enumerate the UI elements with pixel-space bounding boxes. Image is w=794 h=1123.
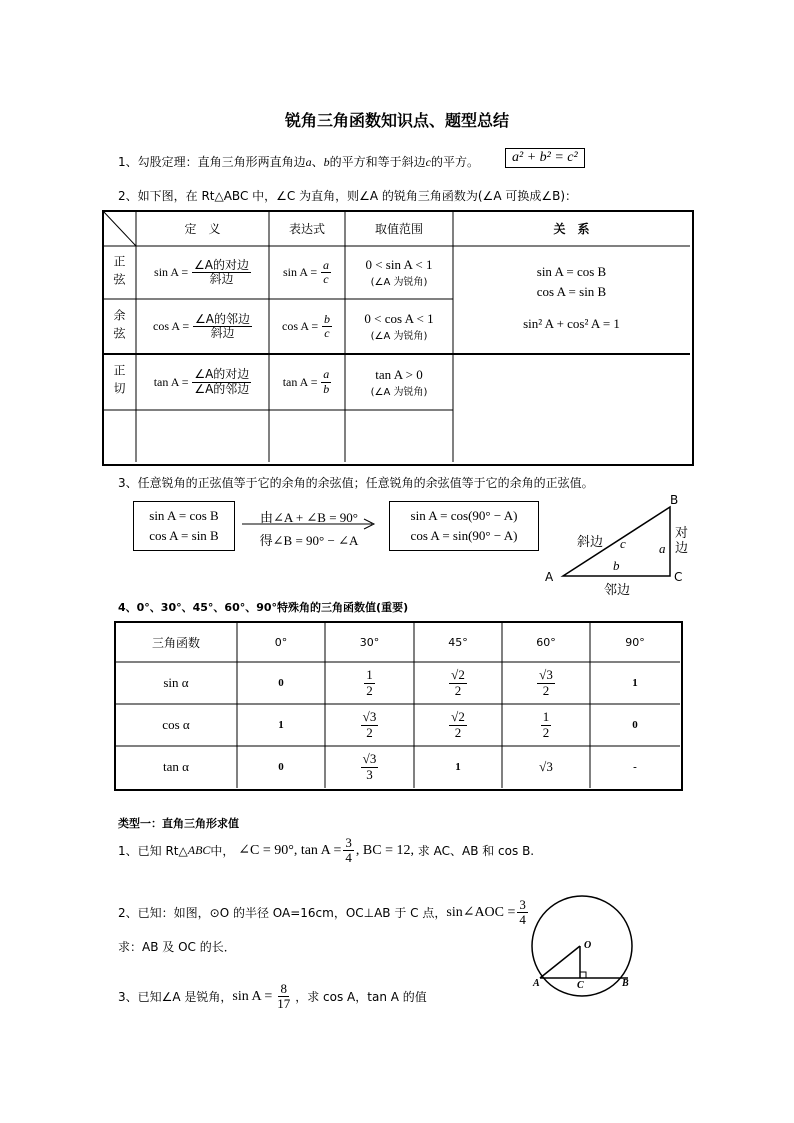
left-eq-2: cos A = sin B [149,528,219,543]
t2-value-cell: 1 [632,677,638,689]
vertex-C: C [674,570,683,584]
sine-range-note: (∠A 为锐角) [370,277,428,288]
sine-expr: sin A = [283,265,318,279]
q1-ask: 求 AC、AB 和 cos B. [417,844,535,859]
q3-pre: 3、已知∠A 是锐角， [118,990,233,1005]
arrow-bottom-text: 得∠B = 90° − ∠A [259,533,359,548]
q1-abc: ABC [187,843,211,858]
t2-row-name: tan α [163,759,189,774]
tangent-expr-num: a [323,367,330,382]
row-name-tangent: 正切 [112,364,126,400]
radius-OA [540,946,580,978]
cosine-expr-num: b [323,311,330,326]
sine-expr-num: a [322,257,329,272]
q3-num: 8 [280,981,287,996]
circle-label-O: O [584,940,592,951]
s1-text: 1、勾股定理：直角三角形两直角边 [118,155,306,169]
cosine-func: cos A = [153,319,190,333]
q1-cond2: , BC = 12, [355,842,414,858]
row-name-cosine: 余弦 [112,308,126,345]
q2-pre: 2、已知：如图，⊙O 的半径 OA=16cm，OC⊥AB 于 C 点， [118,906,447,921]
tangent-func: tan A = [153,374,189,389]
q1-mid: 中， [210,844,235,859]
t2-value-cell: 1 [455,761,461,773]
label-adjacent: 邻边 [604,583,631,598]
right-angle-mark [580,972,586,978]
tangent-def-den: ∠A的邻边 [194,381,250,396]
s1-text2: 的平方和等于斜边 [329,155,426,169]
q1-cond1: ∠C = 90°, tan A = [238,843,342,859]
s1-b: b [323,155,330,169]
relation-3: sin² A + cos² A = 1 [523,316,620,331]
circle-label-A: A [533,978,540,989]
tangent-range-value: tan A > 0 [375,366,423,382]
q2-ask: 求：AB 及 OC 的长． [118,940,236,954]
cosine-range-note: (∠A 为锐角) [370,331,428,342]
label-hypotenuse: 斜边 [577,535,604,550]
t2-value-cell: $\frac{1}{2}$ [366,667,373,698]
relation-2: cos A = sin B [536,284,607,299]
vertex-A: A [545,570,554,584]
s1-a: a [305,155,312,169]
q2-num: 3 [519,897,526,912]
left-eq-1: sin A = cos B [149,508,219,523]
tangent-range-note: (∠A 为锐角) [370,386,428,398]
right-eq-2: cos A = sin(90° − A) [410,528,518,543]
arrow-top-text: 由∠A + ∠B = 90° [260,510,358,525]
t2-value-cell: 0 [632,719,638,731]
sine-range-value: 0 < sin A < 1 [365,257,433,272]
q1-den: 4 [345,850,352,866]
cosine-expr: cos A = [282,319,319,333]
s1-text3: 的平方。 [431,155,480,169]
q3-den: 17 [277,996,291,1012]
t2-value-cell: $\frac{√3}{2}$ [362,709,377,740]
tangent-expr-den: b [323,381,330,396]
cosine-def-den: 斜边 [210,326,235,340]
cosine-range-value: 0 < cos A < 1 [364,311,434,326]
type1-heading: 类型一：直角三角形求值 [118,817,239,830]
q3-ask: ，求 cos A，tan A 的值 [295,990,427,1005]
right-eq-1: sin A = cos(90° − A) [410,508,518,523]
header-expression: 表达式 [288,222,325,236]
header-relation: 关 系 [553,222,590,236]
s1-c: c [425,155,431,169]
t2-value-cell: $\frac{√2}{2}$ [451,667,465,698]
pythagorean-formula: a² + b² = c² [505,148,585,168]
t2-value-cell: 1 [278,719,284,731]
section-2: 2、如下图，在 Rt△ABC 中，∠C 为直角，则∠A 的锐角三角函数为(∠A 可换成∠B)： [118,189,578,203]
t2-header-30: 30° [359,635,380,649]
t2-row-name: cos α [162,717,190,732]
sine-func: sin A = [154,265,189,279]
sine-def-num: ∠A的对边 [193,257,249,272]
label-b: b [613,558,620,573]
t2-header-90: 90° [625,635,645,649]
tangent-def-num: ∠A的对边 [194,367,250,382]
t2-header-func: 三角函数 [151,635,200,650]
s1-sep: 、 [311,155,324,169]
q3-sin: sin A = [232,988,273,1004]
q1-pre: 1、已知 Rt△ [118,844,188,859]
header-range: 取值范围 [374,222,423,236]
vertex-B: B [670,493,679,507]
cosine-expr-den: c [324,326,330,340]
circle-label-C: C [577,980,584,991]
t2-value-cell: $\frac{√3}{2}$ [539,667,553,698]
section-3: 3、任意锐角的正弦值等于它的余角的余弦值；任意锐角的余弦值等于它的余角的正弦值。 [118,476,594,490]
q2-sin: sin∠AOC = [446,905,516,921]
row-name-sine: 正弦 [112,254,126,291]
q1-num: 3 [345,835,352,850]
label-a: a [659,541,666,556]
t2-row-name: sin α [163,675,189,690]
header-definition: 定 义 [184,222,221,236]
section-4: 4、0°、30°、45°、60°、90°特殊角的三角函数值(重要) [118,601,409,614]
t2-value-cell: - [633,761,637,773]
t2-value-cell: √ 3 [539,759,553,774]
tangent-expr: tan A = [282,374,318,389]
t2-header-0: 0° [274,635,288,649]
t2-value-cell: 0 [278,677,284,689]
t2-value-cell: $\frac{1}{2}$ [542,709,550,740]
page-title: 锐角三角函数知识点、题型总结 [284,111,509,130]
t2-value-cell: $\frac{√3}{3}$ [362,751,377,782]
label-opposite: 对边 [675,526,689,556]
t2-value-cell: $\frac{√2}{2}$ [451,709,465,740]
label-c: c [620,536,626,551]
cosine-def-num: ∠A的邻边 [194,311,250,326]
t2-header-45: 45° [448,635,468,649]
circle-label-B: B [622,978,629,989]
sine-expr-den: c [323,272,329,286]
q2-den: 4 [519,912,526,928]
t2-value-cell: 0 [278,761,284,773]
relation-1: sin A = cos B [536,264,607,279]
t2-header-60: 60° [536,635,556,649]
sine-def-den: 斜边 [209,272,234,286]
